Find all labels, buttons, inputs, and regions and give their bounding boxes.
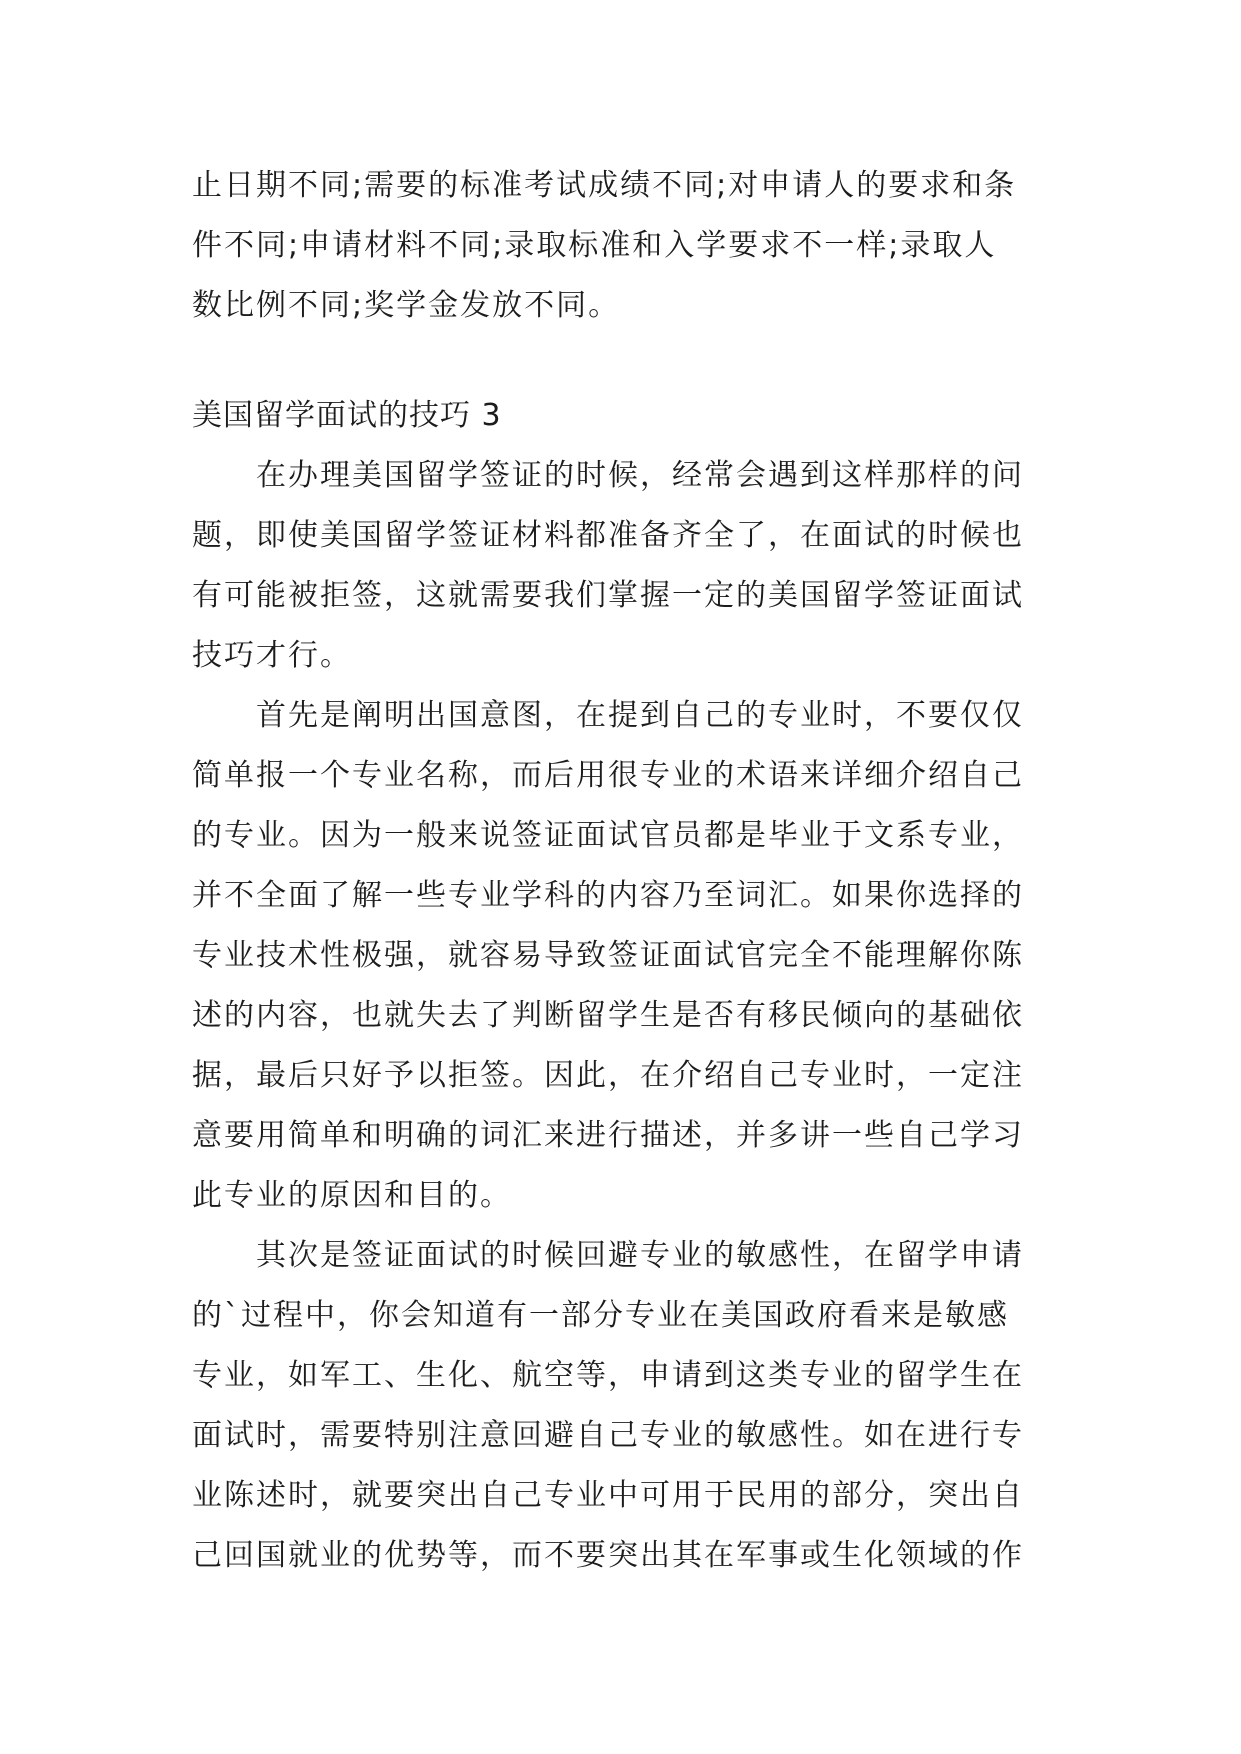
p3-line-1: 其次是签证面试的时候回避专业的敏感性，在留学申请 (256, 1238, 1024, 1273)
p3-line-6: 己回国就业的优势等，而不要突出其在军事或生化领域的作 (192, 1538, 1024, 1573)
p2-line-5: 专业技术性极强，就容易导致签证面试官完全不能理解你陈 (192, 938, 1024, 973)
p3-line-4: 面试时，需要特别注意回避自己专业的敏感性。如在进行专 (192, 1418, 1024, 1453)
intro-line-1: 止日期不同;需要的标准考试成绩不同;对申请人的要求和条 (192, 168, 1017, 203)
p2-line-9: 此专业的原因和目的。 (192, 1178, 512, 1213)
p1-line-4: 技巧才行。 (192, 638, 352, 673)
section-title: 美国留学面试的技巧 3 (192, 398, 502, 433)
p2-line-8: 意要用简单和明确的词汇来进行描述，并多讲一些自己学习 (192, 1118, 1024, 1153)
p1-line-3: 有可能被拒签，这就需要我们掌握一定的美国留学签证面试 (192, 578, 1024, 613)
p3-line-3: 专业，如军工、生化、航空等，申请到这类专业的留学生在 (192, 1358, 1024, 1393)
p3-line-5: 业陈述时，就要突出自己专业中可用于民用的部分，突出自 (192, 1478, 1024, 1513)
p3-line-2: 的`过程中，你会知道有一部分专业在美国政府看来是敏感 (192, 1298, 1009, 1333)
p1-line-2: 题，即使美国留学签证材料都准备齐全了，在面试的时候也 (192, 518, 1024, 553)
p2-line-6: 述的内容，也就失去了判断留学生是否有移民倾向的基础依 (192, 998, 1024, 1033)
p2-line-4: 并不全面了解一些专业学科的内容乃至词汇。如果你选择的 (192, 878, 1024, 913)
p1-line-1: 在办理美国留学签证的时候，经常会遇到这样那样的问 (256, 458, 1024, 493)
p2-line-3: 的专业。因为一般来说签证面试官员都是毕业于文系专业， (192, 818, 1024, 853)
intro-line-2: 件不同;申请材料不同;录取标准和入学要求不一样;录取人 (192, 228, 997, 263)
p2-line-2: 简单报一个专业名称，而后用很专业的术语来详细介绍自己 (192, 758, 1024, 793)
p2-line-1: 首先是阐明出国意图，在提到自己的专业时，不要仅仅 (256, 698, 1024, 733)
p2-line-7: 据，最后只好予以拒签。因此，在介绍自己专业时，一定注 (192, 1058, 1024, 1093)
intro-line-3: 数比例不同;奖学金发放不同。 (192, 288, 621, 323)
